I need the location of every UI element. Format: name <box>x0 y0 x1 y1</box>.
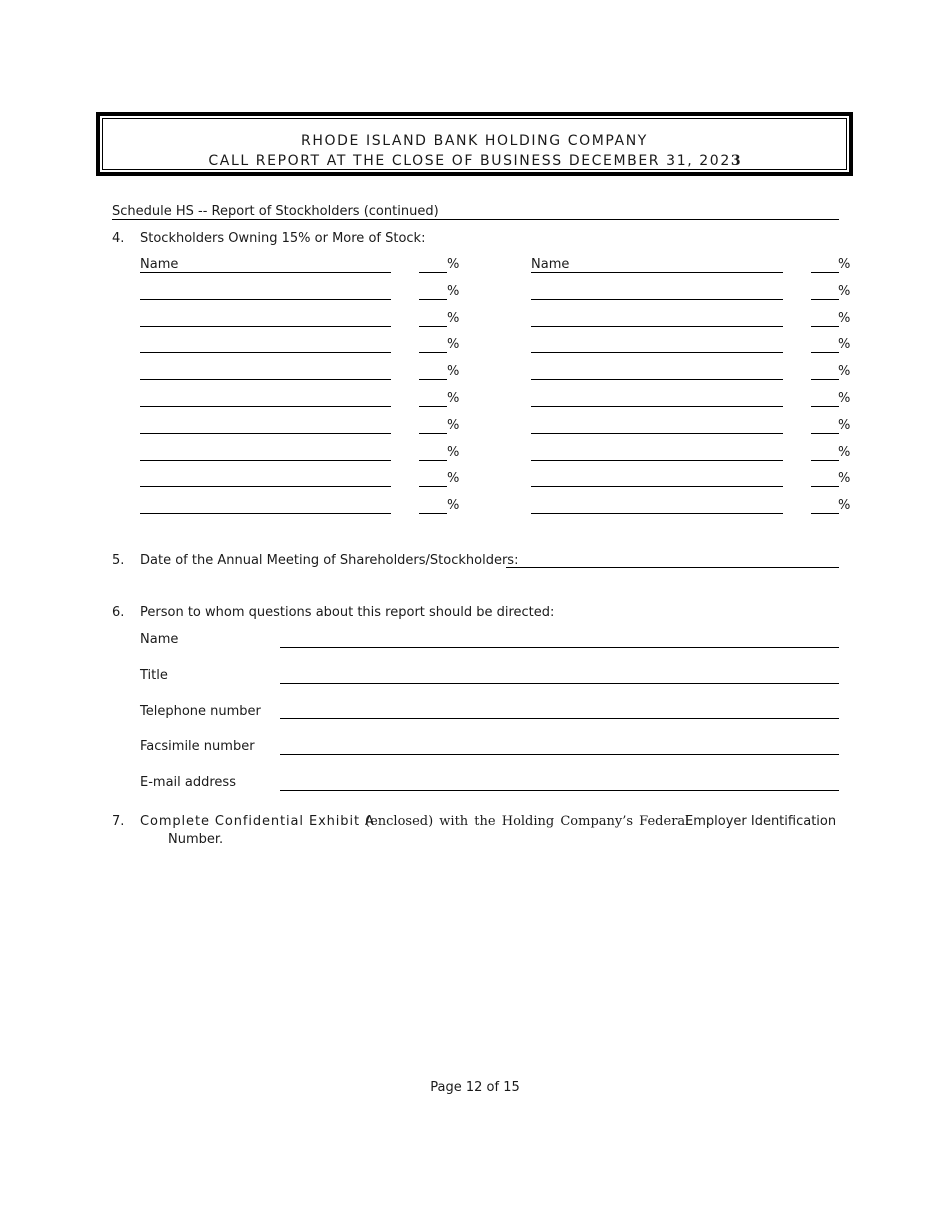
stockholder-percent-field-left-4[interactable] <box>419 352 447 353</box>
report-title-text: CALL REPORT AT THE CLOSE OF BUSINESS DECEMBER 31, 202 <box>208 153 731 169</box>
stockholder-percent-field-left-9[interactable] <box>419 486 447 487</box>
stockholder-percent-field-right-8[interactable] <box>811 460 839 461</box>
report-header-box <box>96 112 853 176</box>
item7-text-b: (enclosed) with the Holding Company’s Federal <box>365 814 690 829</box>
stockholder-name-field-right-2[interactable] <box>531 299 783 300</box>
stockholder-percent-field-left-1[interactable] <box>419 272 447 273</box>
percent-sign: % <box>838 418 851 433</box>
percent-sign: % <box>447 498 460 513</box>
percent-sign: % <box>447 337 460 352</box>
contact-title-label: Title <box>140 668 168 683</box>
report-title <box>103 153 846 169</box>
stockholder-name-field-left-10[interactable] <box>140 513 391 514</box>
percent-sign: % <box>838 284 851 299</box>
stockholder-percent-field-left-3[interactable] <box>419 326 447 327</box>
stockholder-percent-field-right-4[interactable] <box>811 352 839 353</box>
stockholder-name-field-right-1[interactable] <box>531 272 783 273</box>
percent-sign: % <box>838 311 851 326</box>
stockholder-percent-field-right-2[interactable] <box>811 299 839 300</box>
percent-sign: % <box>447 445 460 460</box>
percent-sign: % <box>447 257 460 272</box>
percent-sign: % <box>838 498 851 513</box>
schedule-title-underline <box>112 219 839 220</box>
item6-label: Person to whom questions about this report should be directed: <box>140 605 555 620</box>
contact-email-label: E-mail address <box>140 775 236 790</box>
schedule-title: Schedule HS -- Report of Stockholders (continued) <box>112 204 439 219</box>
item4-number: 4. <box>112 231 125 246</box>
stockholder-name-field-left-1[interactable] <box>140 272 391 273</box>
percent-sign: % <box>447 311 460 326</box>
percent-sign: % <box>447 364 460 379</box>
contact-email-field[interactable] <box>280 790 839 791</box>
report-header-inner-border <box>102 118 847 170</box>
contact-fax-label: Facsimile number <box>140 739 255 754</box>
percent-sign: % <box>838 337 851 352</box>
stockholder-name-field-left-7[interactable] <box>140 433 391 434</box>
contact-telephone-field[interactable] <box>280 718 839 719</box>
stockholder-name-field-right-5[interactable] <box>531 379 783 380</box>
stockholder-name-header-right: Name <box>531 257 570 272</box>
stockholder-percent-field-right-1[interactable] <box>811 272 839 273</box>
stockholder-percent-field-right-6[interactable] <box>811 406 839 407</box>
stockholder-percent-field-right-3[interactable] <box>811 326 839 327</box>
percent-sign: % <box>838 257 851 272</box>
item6-number: 6. <box>112 605 125 620</box>
stockholder-percent-field-left-5[interactable] <box>419 379 447 380</box>
percent-sign: % <box>838 391 851 406</box>
item7-text-d: Number. <box>168 832 224 847</box>
stockholder-name-field-right-7[interactable] <box>531 433 783 434</box>
stockholder-name-header-left: Name <box>140 257 179 272</box>
stockholder-name-field-left-5[interactable] <box>140 379 391 380</box>
stockholder-name-field-left-4[interactable] <box>140 352 391 353</box>
stockholder-percent-field-left-7[interactable] <box>419 433 447 434</box>
stockholder-name-field-right-8[interactable] <box>531 460 783 461</box>
page-number: Page 12 of 15 <box>430 1080 520 1095</box>
percent-sign: % <box>447 284 460 299</box>
stockholder-name-field-right-3[interactable] <box>531 326 783 327</box>
item7-number: 7. <box>112 814 125 829</box>
stockholder-name-field-right-9[interactable] <box>531 486 783 487</box>
item5-number: 5. <box>112 553 125 568</box>
item7-text-c: Employer Identification <box>685 814 837 829</box>
contact-title-field[interactable] <box>280 683 839 684</box>
stockholder-percent-field-right-9[interactable] <box>811 486 839 487</box>
item4-label: Stockholders Owning 15% or More of Stock: <box>140 231 426 246</box>
stockholder-name-field-left-8[interactable] <box>140 460 391 461</box>
percent-sign: % <box>838 364 851 379</box>
percent-sign: % <box>838 445 851 460</box>
stockholder-percent-field-right-10[interactable] <box>811 513 839 514</box>
contact-name-label: Name <box>140 632 179 647</box>
stockholder-percent-field-right-7[interactable] <box>811 433 839 434</box>
item5-label: Date of the Annual Meeting of Shareholders/Stockholders: <box>140 553 519 568</box>
stockholder-name-field-right-6[interactable] <box>531 406 783 407</box>
stockholder-name-field-right-10[interactable] <box>531 513 783 514</box>
stockholder-name-field-left-9[interactable] <box>140 486 391 487</box>
company-title: RHODE ISLAND BANK HOLDING COMPANY <box>301 133 648 149</box>
contact-name-field[interactable] <box>280 647 839 648</box>
stockholder-percent-field-right-5[interactable] <box>811 379 839 380</box>
report-year-digit: 3 <box>730 153 741 169</box>
stockholder-name-field-right-4[interactable] <box>531 352 783 353</box>
percent-sign: % <box>447 391 460 406</box>
contact-telephone-label: Telephone number <box>140 704 261 719</box>
percent-sign: % <box>447 471 460 486</box>
stockholder-percent-field-left-8[interactable] <box>419 460 447 461</box>
percent-sign: % <box>838 471 851 486</box>
stockholder-percent-field-left-2[interactable] <box>419 299 447 300</box>
contact-fax-field[interactable] <box>280 754 839 755</box>
percent-sign: % <box>447 418 460 433</box>
item7-text-a: Complete Confidential Exhibit A <box>140 814 375 829</box>
annual-meeting-date-field[interactable] <box>506 567 839 568</box>
stockholder-percent-field-left-10[interactable] <box>419 513 447 514</box>
stockholder-name-field-left-6[interactable] <box>140 406 391 407</box>
stockholder-name-field-left-3[interactable] <box>140 326 391 327</box>
stockholder-percent-field-left-6[interactable] <box>419 406 447 407</box>
stockholder-name-field-left-2[interactable] <box>140 299 391 300</box>
